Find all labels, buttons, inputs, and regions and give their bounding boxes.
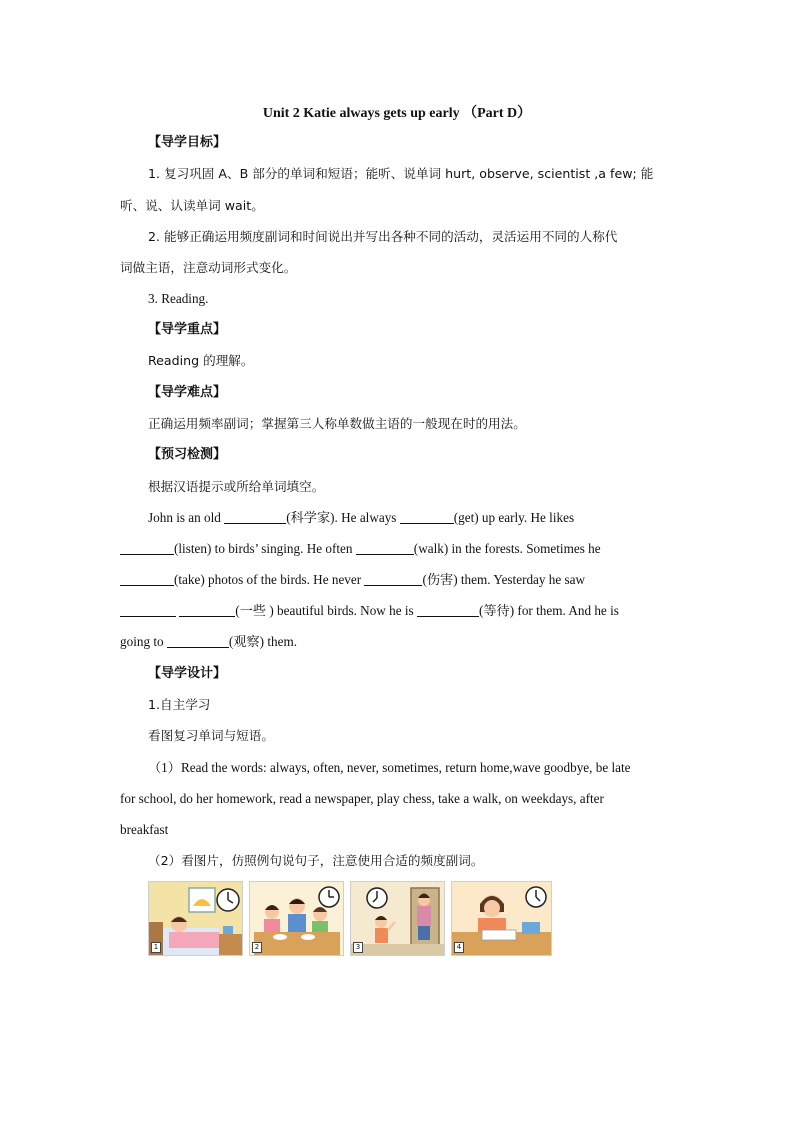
exercise-text: (一些 ) beautiful birds. Now he is (235, 603, 417, 618)
exercise-text: going to (120, 634, 167, 649)
exercise-text: (walk) in the forests. Sometimes he (413, 541, 601, 556)
exercise-text: John is an old (148, 510, 225, 525)
exercise-line-3 (120, 571, 585, 589)
blank-hurt[interactable] (364, 573, 422, 586)
picture-instruction: （2）看图片，仿照例句说句子，注意使用合适的频度副词。 (148, 853, 484, 868)
difficulties-text: 正确运用频率副词；掌握第三人称单数做主语的一般现在时的用法。 (148, 416, 526, 431)
exercise-line-5 (120, 633, 297, 651)
difficulties-heading: 【导学难点】 (148, 385, 227, 400)
family-breakfast-illustration (250, 882, 343, 955)
goal-item-1-line-2: 听、说、认读单词 wait。 (120, 198, 264, 213)
picture-label: 4 (454, 942, 464, 953)
blank-get[interactable] (400, 511, 454, 524)
picture-label: 3 (353, 942, 363, 953)
picture-label: 2 (252, 942, 262, 953)
exercise-text: (等待) for them. And he is (478, 603, 619, 618)
exercise-text: (take) photos of the birds. He never (174, 572, 365, 587)
exercise-line-2 (120, 540, 601, 558)
goal-item-2-line-2: 词做主语，注意动词形式变化。 (120, 260, 297, 275)
exercise-text: (观察) them. (228, 634, 298, 649)
blank-listen[interactable] (120, 542, 174, 555)
preview-heading: 【预习检测】 (148, 447, 227, 462)
exercise-line-1 (148, 509, 574, 527)
preview-instruction: 根据汉语提示或所给单词填空。 (148, 479, 325, 494)
picture-3 (350, 881, 445, 956)
blank-take[interactable] (120, 573, 174, 586)
picture-1 (148, 881, 243, 956)
goal-item-1-line-1: 1. 复习巩固 A、B 部分的单词和短语；能听、说单词 hurt, observe, scientist ,a few; 能 (148, 166, 654, 181)
blank-few[interactable] (179, 604, 235, 617)
design-heading: 【导学设计】 (148, 666, 227, 681)
exercise-line-4 (120, 602, 619, 620)
doing-homework-illustration (452, 882, 551, 955)
blank-a[interactable] (120, 604, 176, 617)
blank-observe[interactable] (167, 635, 229, 648)
picture-label: 1 (151, 942, 161, 953)
exercise-text: (科学家). He always (286, 510, 400, 525)
goals-heading: 【导学目标】 (148, 135, 227, 150)
goal-item-3: 3. Reading. (148, 291, 209, 306)
picture-4 (451, 881, 552, 956)
read-words-line-1: （1）Read the words: always, often, never, sometimes, return home,wave goodbye, be late (148, 760, 631, 775)
read-words-line-2: for school, do her homework, read a newspaper, play chess, take a walk, on weekdays, after (120, 791, 604, 806)
design-sub1: 1.自主学习 (148, 697, 211, 712)
blank-walk[interactable] (356, 542, 414, 555)
exercise-text: (listen) to birds’ singing. He often (174, 541, 356, 556)
blank-waiting[interactable] (417, 604, 479, 617)
girl-waking-up-illustration (149, 882, 242, 955)
document-title: Unit 2 Katie always gets up early （Part D） (262, 106, 532, 121)
design-intro: 看图复习单词与短语。 (148, 728, 274, 743)
goal-item-2-line-1: 2. 能够正确运用频度副词和时间说出并写出各种不同的活动，灵活运用不同的人称代 (148, 229, 618, 244)
key-points-heading: 【导学重点】 (148, 322, 227, 337)
blank-scientist[interactable] (224, 511, 286, 524)
read-words-line-3: breakfast (120, 822, 169, 837)
exercise-text: (伤害) them. Yesterday he saw (422, 572, 586, 587)
wave-goodbye-illustration (351, 882, 444, 955)
picture-2 (249, 881, 344, 956)
key-points-text: Reading 的理解。 (148, 353, 254, 368)
exercise-text: (get) up early. He likes (453, 510, 575, 525)
